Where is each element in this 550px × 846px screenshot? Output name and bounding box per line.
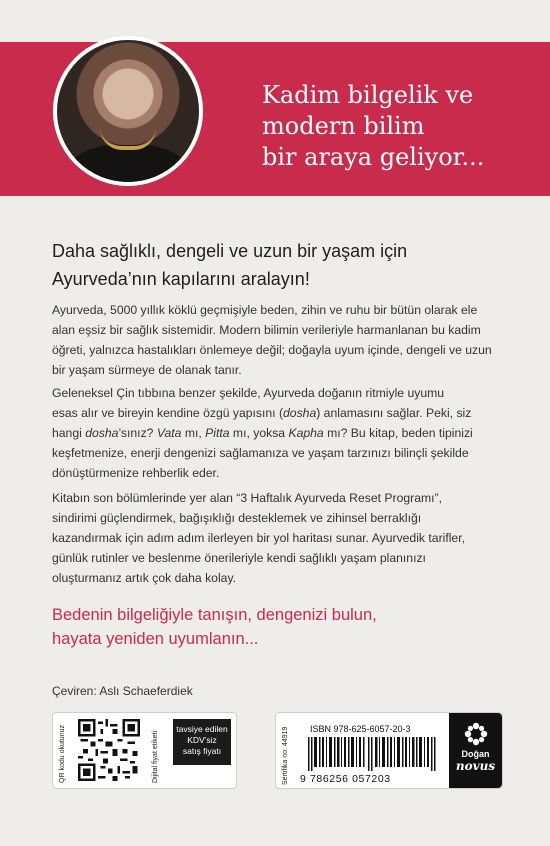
headline-line: Daha sağlıklı, dengeli ve uzun bir yaşam için <box>52 241 408 261</box>
paragraph-line: günlük rutinler ve beslenme önerileriyle kendi sağlıklı yaşam planınızı <box>52 551 426 565</box>
paragraph-line <box>52 403 502 423</box>
publisher-logo <box>449 713 502 788</box>
callout-line: hayata yeniden uyumlanın... <box>52 630 259 648</box>
emphasis-text: Vata <box>156 426 182 440</box>
author-photo <box>53 36 203 186</box>
barcode <box>308 737 436 771</box>
tagline-line: Kadim bilgelik ve <box>262 81 474 109</box>
flower-icon <box>463 721 489 747</box>
paragraph-line <box>52 423 502 443</box>
paragraph-dosha <box>52 383 502 483</box>
barcode-digits: 9 786256 057203 <box>300 773 391 785</box>
text-run: mı, yoksa <box>229 426 289 440</box>
paragraph-line: sindirimi güçlendirmek, bağışıklığı desteklemek ve zihinsel berraklığı <box>52 511 422 525</box>
certificate-number: Sertifika no: 44919 <box>282 726 289 785</box>
qr-price-box <box>52 712 237 789</box>
headline-line: Ayurveda’nın kapılarını aralayın! <box>52 269 310 289</box>
paragraph-line: öğreti, yalnızca hastalıkları önlemeye değil; doğayla uyum içinde, dengeli ve uzun <box>52 343 492 357</box>
paragraph-line: bir yaşam sürmeye de olanak tanır. <box>52 363 242 377</box>
emphasis-text: dosha <box>283 406 317 420</box>
text-run: ’sınız? <box>118 426 157 440</box>
emphasis-text: Kapha <box>288 426 324 440</box>
emphasis-text: Pitta <box>205 426 230 440</box>
price-box-line: tavsiye edilen <box>176 724 228 734</box>
text-run: mı? Bu kitap, beden tipinizi <box>323 426 473 440</box>
paragraph-line: Kitabın son bölümlerinde yer alan “3 Haftalık Ayurveda Reset Programı”, <box>52 491 442 505</box>
tagline-line: bir araya geliyor... <box>262 143 485 171</box>
price-box <box>173 719 231 765</box>
isbn-box <box>275 712 503 789</box>
paragraph-program <box>52 488 502 588</box>
tagline <box>262 80 532 173</box>
text-run: ) anlamasını sağlar. Peki, siz <box>316 406 472 420</box>
callout <box>52 603 512 651</box>
price-box-line: satış fiyatı <box>182 746 222 756</box>
publisher-name-line2: novus <box>455 759 496 773</box>
qr-code[interactable] <box>78 719 140 781</box>
isbn-number: ISBN 978-625-6057-20-3 <box>310 724 411 734</box>
paragraph-line: Ayurveda, 5000 yıllık köklü geçmişiyle beden, zihin ve ruhu bir bütün olarak ele <box>52 303 478 317</box>
translator-credit: Çeviren: Aslı Schaeferdiek <box>52 684 193 698</box>
paragraph-line: alan eşsiz bir sağlık sistemidir. Modern bilimin verileriyle harmanlanan bu kadim <box>52 323 481 337</box>
paragraph-line: Geleneksel Çin tıbbına benzer şekilde, Ayurveda doğanın ritmiyle uyumu <box>52 386 445 400</box>
paragraph-line: dönüştürmenize rehberlik eder. <box>52 466 220 480</box>
text-run: mı, <box>181 426 206 440</box>
headline <box>52 237 512 293</box>
price-box-line: KDV’siz <box>187 735 217 745</box>
tagline-line: modern bilim <box>262 112 425 140</box>
paragraph-intro <box>52 300 502 380</box>
text-run: esas alır ve bireyin kendine özgü yapısını ( <box>52 406 284 420</box>
qr-label: QR kodu okutunuz <box>59 725 66 783</box>
author-photo-dress <box>71 145 185 186</box>
paragraph-line: kazandırmak için adım adım ilerleyen bir yol haritası sunar. Ayurvedik tarifler, <box>52 531 465 545</box>
emphasis-text: dosha <box>85 426 119 440</box>
publisher-name-line1: Doğan <box>461 749 490 759</box>
paragraph-line: oluşturmanız artık çok daha kolay. <box>52 571 237 585</box>
callout-line: Bedenin bilgeliğiyle tanışın, dengenizi bulun, <box>52 606 377 624</box>
paragraph-line: keşfetmenize, enerji dengenizi sağlamanıza ve yaşam tarzınızı bilinçli şekilde <box>52 446 469 460</box>
digital-price-label: Dijital fiyat etiketi <box>152 730 159 783</box>
text-run: hangi <box>52 426 86 440</box>
